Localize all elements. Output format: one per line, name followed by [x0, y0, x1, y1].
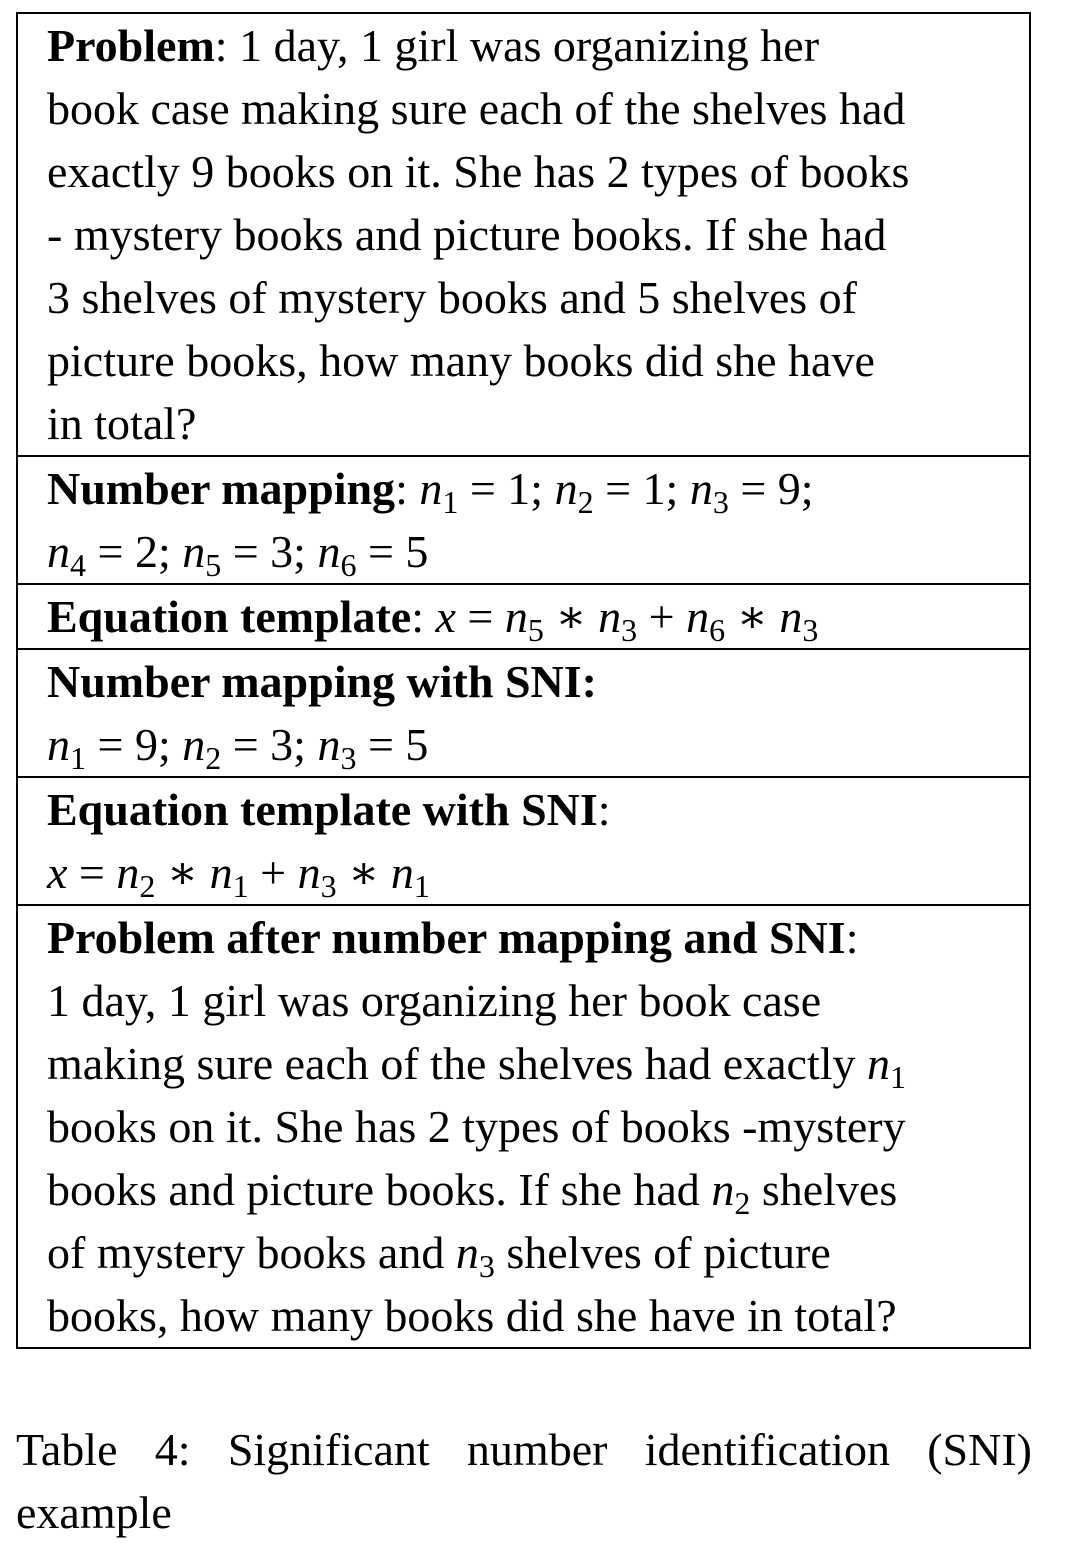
problem-after-sni-line-2: making sure each of the shelves had exactly $n_1$ [47, 1038, 907, 1095]
equation-template-expr: : $x = n_5$ ∗ $n_3 + n_6$ ∗ $n_3$ [411, 591, 819, 648]
number-mapping-row [18, 455, 1029, 583]
problem-text-1: : 1 day, 1 girl was organizing her [214, 20, 820, 71]
sni-example-table [16, 12, 1031, 1349]
problem-after-sni-line-1: 1 day, 1 girl was organizing her book case [47, 975, 822, 1026]
problem-after-sni-row [18, 904, 1029, 1347]
problem-line-7: in total? [47, 398, 197, 449]
number-mapping-line-1 [47, 457, 1029, 520]
number-mapping-label: Number mapping [47, 463, 396, 514]
number-mapping-sni-values: $n_1 = 9$; $n_2 = 3$; $n_3 = 5$ [47, 719, 429, 776]
caption-line-2: example [16, 1487, 172, 1538]
caption-line-1: Table 4: Significant number identification (SNI) [16, 1424, 1032, 1475]
problem-row [18, 14, 1029, 455]
problem-line-1 [47, 14, 1029, 77]
problem-after-sni-line-5: of mystery books and $n_3$ shelves of picture [47, 1227, 831, 1284]
problem-line-5: 3 shelves of mystery books and 5 shelves of [47, 272, 857, 323]
table-caption [16, 1418, 1032, 1544]
equation-template-sni-label: Equation template with SNI [47, 784, 598, 835]
problem-line-6: picture books, how many books did she have [47, 335, 875, 386]
problem-line-2: book case making sure each of the shelves had [47, 83, 906, 134]
problem-after-sni-line-3: books on it. She has 2 types of books -mystery [47, 1101, 906, 1152]
problem-after-sni-line-6: books, how many books did she have in total? [47, 1290, 897, 1341]
equation-template-sni-row [18, 776, 1029, 904]
problem-line-3: exactly 9 books on it. She has 2 types of books [47, 146, 910, 197]
number-mapping-values-1: : $n_1 = 1$; $n_2 = 1$; $n_3 = 9$; [395, 463, 814, 520]
number-mapping-values-2: $n_4 = 2$; $n_5 = 3$; $n_6 = 5$ [47, 526, 429, 583]
equation-template-sni-expr: $x = n_2$ ∗ $n_1 + n_3$ ∗ $n_1$ [47, 847, 430, 904]
problem-line-4: - mystery books and picture books. If she had [47, 209, 887, 260]
equation-template-line [47, 585, 1029, 648]
problem-label: Problem [47, 20, 215, 71]
equation-template-row [18, 583, 1029, 648]
number-mapping-sni-row [18, 648, 1029, 776]
problem-after-sni-line-4: books and picture books. If she had $n_2$ shelves [47, 1164, 898, 1221]
problem-after-sni-line-0: Problem after number mapping and SNI: [47, 912, 859, 963]
number-mapping-sni-label: Number mapping with SNI: [47, 656, 597, 707]
equation-template-label: Equation template [47, 591, 412, 642]
equation-template-sni-line-1: Equation template with SNI: [47, 784, 611, 835]
problem-after-sni-label: Problem after number mapping and SNI [47, 912, 846, 963]
